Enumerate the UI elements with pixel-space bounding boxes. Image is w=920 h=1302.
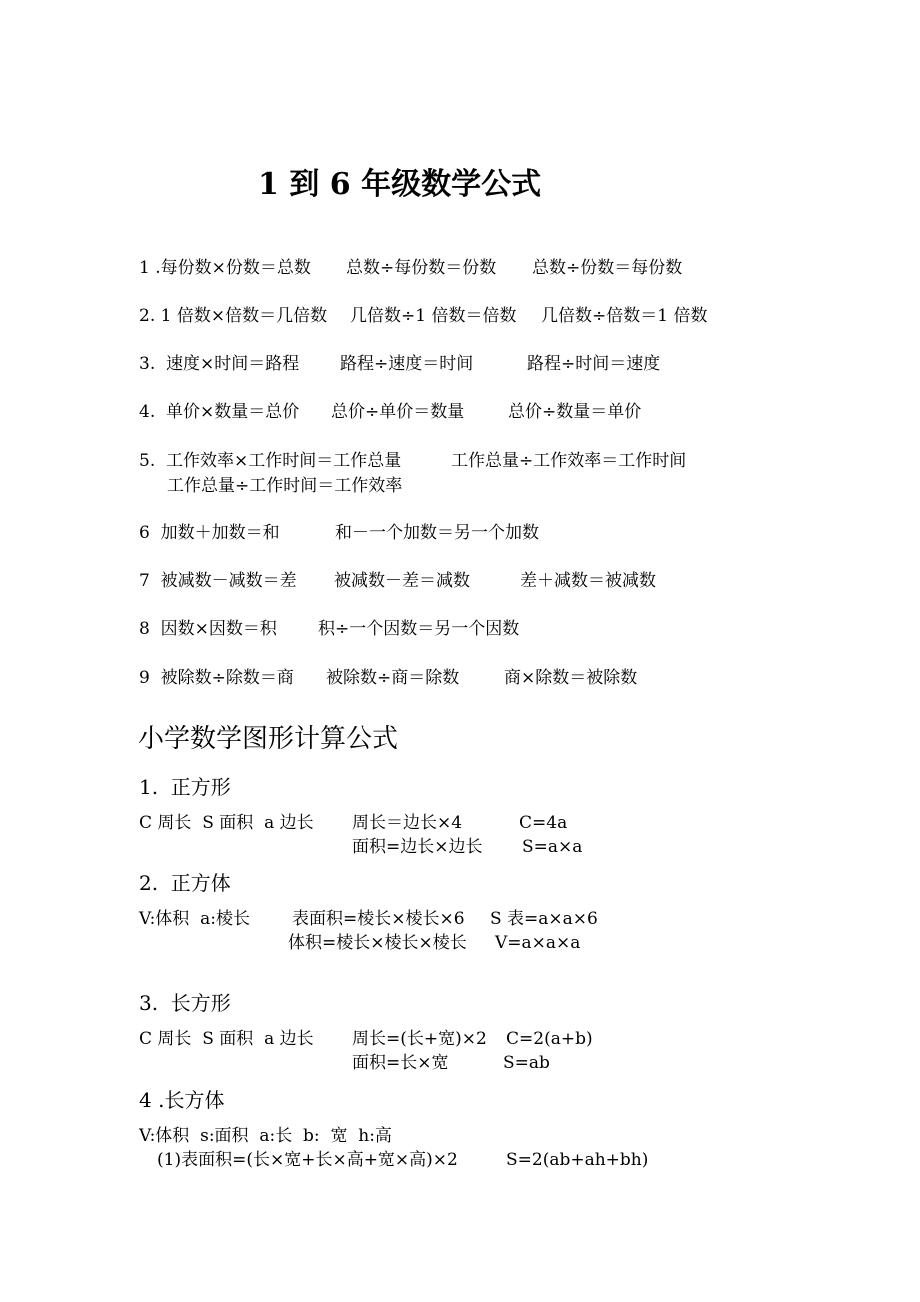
formula-6-part-1: 6 加数＋加数＝和 bbox=[139, 523, 280, 543]
formula-6-part-2: 和－一个加数＝另一个加数 bbox=[335, 523, 539, 543]
rectangle-vars: C 周长 S 面积 a 边长 bbox=[139, 1029, 314, 1049]
formula-4-part-1: 4. 单价×数量＝总价 bbox=[139, 402, 300, 422]
formula-3-part-1: 3. 速度×时间＝路程 bbox=[139, 354, 300, 374]
cube-symbol-2: V=a×a×a bbox=[495, 933, 581, 953]
formula-1-part-3: 总数÷份数＝每份数 bbox=[532, 258, 683, 278]
square-formula-1: 周长＝边长×4 bbox=[352, 813, 463, 833]
rectangle-formula-1: 周长=(长+宽)×2 bbox=[352, 1029, 487, 1049]
rectangle-symbol-1: C=2(a+b) bbox=[506, 1029, 593, 1049]
formula-1-part-1: 1 .每份数×份数＝总数 bbox=[139, 258, 311, 278]
cuboid-formula-1: (1)表面积=(长×宽+长×高+宽×高)×2 bbox=[157, 1150, 458, 1170]
formula-8-part-1: 8 因数×因数＝积 bbox=[139, 619, 277, 639]
cuboid-heading: 4 .长方体 bbox=[139, 1088, 225, 1112]
cuboid-symbol-1: S=2(ab+ah+bh) bbox=[506, 1150, 649, 1170]
formula-7-part-1: 7 被减数－减数＝差 bbox=[139, 571, 297, 591]
square-heading: 1. 正方形 bbox=[139, 775, 231, 799]
formula-3-part-3: 路程÷时间＝速度 bbox=[527, 354, 661, 374]
formula-5-part-3: 工作总量÷工作时间＝工作效率 bbox=[167, 476, 403, 496]
formula-7-part-3: 差＋减数＝被减数 bbox=[520, 571, 656, 591]
formula-4-part-3: 总价÷数量＝单价 bbox=[508, 402, 642, 422]
cube-formula-1: 表面积=棱长×棱长×6 bbox=[292, 909, 465, 929]
section-title: 小学数学图形计算公式 bbox=[138, 724, 399, 754]
formula-9-part-2: 被除数÷商＝除数 bbox=[326, 668, 460, 688]
page-title: 1 到 6 年级数学公式 bbox=[258, 167, 542, 202]
cuboid-vars: V:体积 s:面积 a:长 b: 宽 h:高 bbox=[139, 1126, 392, 1146]
formula-8-part-2: 积÷一个因数＝另一个因数 bbox=[318, 619, 520, 639]
cube-formula-2: 体积=棱长×棱长×棱长 bbox=[288, 933, 467, 953]
cube-heading: 2. 正方体 bbox=[139, 871, 231, 895]
cube-vars: V:体积 a:棱长 bbox=[139, 909, 250, 929]
formula-9-part-1: 9 被除数÷除数＝商 bbox=[139, 668, 294, 688]
rectangle-heading: 3. 长方形 bbox=[139, 991, 231, 1015]
formula-3-part-2: 路程÷速度＝时间 bbox=[340, 354, 474, 374]
formula-4-part-2: 总价÷单价＝数量 bbox=[331, 402, 465, 422]
formula-5-part-1: 5. 工作效率×工作时间＝工作总量 bbox=[139, 451, 402, 471]
square-vars: C 周长 S 面积 a 边长 bbox=[139, 813, 314, 833]
formula-9-part-3: 商×除数＝被除数 bbox=[504, 668, 638, 688]
formula-7-part-2: 被减数－差＝减数 bbox=[334, 571, 470, 591]
formula-2-part-1: 2. 1 倍数×倍数＝几倍数 bbox=[139, 306, 328, 326]
rectangle-formula-2: 面积=长×宽 bbox=[352, 1053, 449, 1073]
cube-symbol-1: S 表=a×a×6 bbox=[490, 909, 598, 929]
square-symbol-2: S=a×a bbox=[522, 837, 583, 857]
formula-5-part-2: 工作总量÷工作效率＝工作时间 bbox=[451, 451, 687, 471]
formula-2-part-3: 几倍数÷倍数＝1 倍数 bbox=[541, 306, 708, 326]
formula-1-part-2: 总数÷每份数＝份数 bbox=[346, 258, 497, 278]
rectangle-symbol-2: S=ab bbox=[503, 1053, 550, 1073]
square-symbol-1: C=4a bbox=[519, 813, 568, 833]
formula-2-part-2: 几倍数÷1 倍数＝倍数 bbox=[350, 306, 517, 326]
square-formula-2: 面积=边长×边长 bbox=[352, 837, 483, 857]
